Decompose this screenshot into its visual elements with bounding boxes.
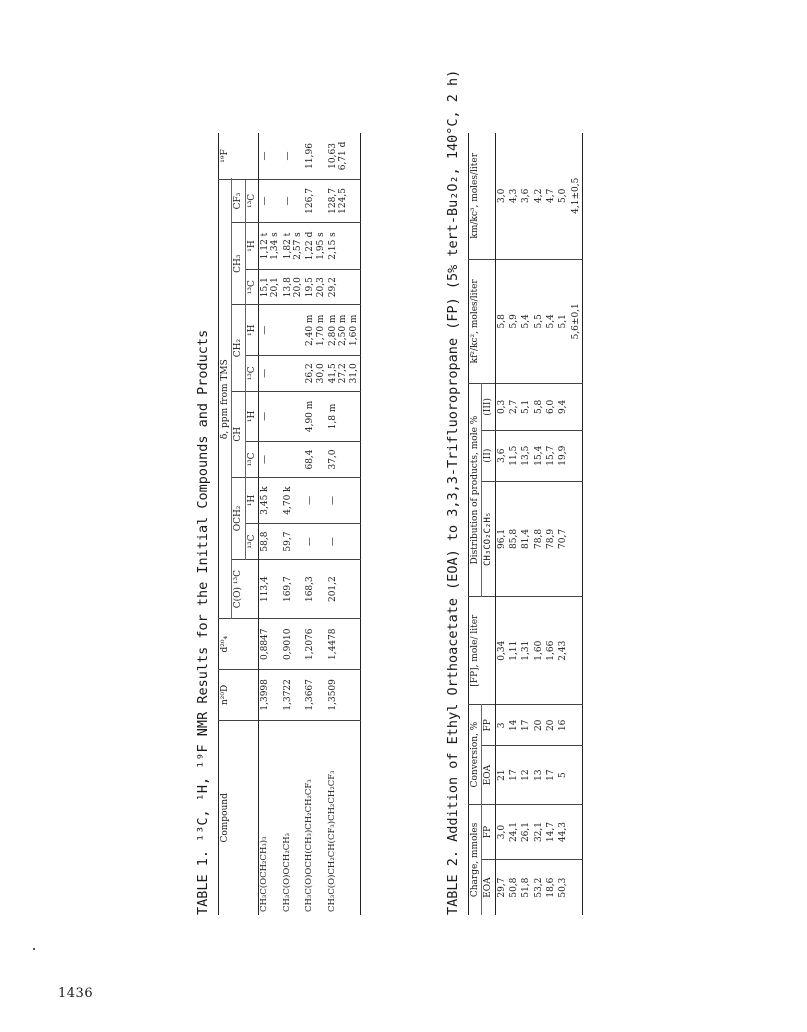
ch_c-cell: — (259, 442, 282, 478)
d4-cell: 1,2076 (304, 619, 327, 670)
cf3_c-cell: 126,7 (304, 179, 327, 222)
fp-cell: 26,1 (520, 804, 532, 859)
table-row (508, 133, 520, 915)
km-cell: 5,0 (557, 133, 569, 259)
col-conversion: Conversion, % (469, 705, 482, 805)
eoa-cell: 51,8 (521, 877, 532, 898)
empty-cell (570, 746, 583, 804)
d2-cell: 15,4 (533, 430, 545, 481)
sub-fp: FP (482, 804, 495, 859)
col-co: C(O) ¹³C (232, 559, 259, 619)
ch_c-cell: 68,4 (304, 442, 327, 478)
sub-prod3: (III) (482, 384, 495, 431)
kt-cell: 5,4 (520, 259, 532, 383)
d3-cell: 6,0 (545, 384, 557, 431)
ch_h-cell (282, 391, 305, 442)
ch_c-cell: 37,0 (327, 442, 361, 478)
cf3_c-cell: — (282, 179, 305, 222)
d4-cell: 1,4478 (327, 619, 361, 670)
cf3_c-cell: — (259, 179, 282, 222)
empty-cell (570, 384, 583, 431)
d4-cell: 0,8847 (259, 619, 282, 670)
d2-cell: 15,7 (545, 430, 557, 481)
d1-cell: 96,1 (495, 481, 508, 596)
col-compound: Compound (219, 720, 259, 915)
d1-cell: 85,8 (508, 481, 520, 596)
eoa-cell: 29,7 (496, 877, 507, 898)
col-d4: d²⁰₄ (219, 619, 259, 670)
empty-cell (570, 597, 583, 705)
sub-eoa: EOA (483, 877, 494, 898)
table2 (468, 133, 583, 915)
sub-h1: ¹H (245, 223, 258, 270)
col-distribution: Distribution of products, mole % (469, 384, 482, 597)
sub-h1: ¹H (245, 305, 258, 356)
d3-cell: 5,8 (533, 384, 545, 431)
compound-cell: CH₃C(OCH₂CH₃)₃ (259, 836, 270, 912)
och2_h-cell: — (327, 477, 361, 524)
sub-c13: ¹³C (245, 269, 258, 305)
co-cell: 201,2 (327, 559, 361, 619)
d4-cell: 0,9010 (282, 619, 305, 670)
ch_h-cell: — (259, 391, 282, 442)
och2_c-cell: 59,7 (282, 524, 305, 560)
km-cell: 4,3 (508, 133, 520, 259)
col-ch2: CH₂ (232, 305, 245, 391)
conv_fp-cell: 14 (508, 705, 520, 746)
och2_h-cell: 4,70 k (282, 477, 305, 524)
km-cell: 3,6 (520, 133, 532, 259)
sub-h1: ¹H (245, 391, 258, 442)
ch3_h-cell: 1,12 t 1,34 s (259, 223, 282, 270)
km-average-cell: 4,1±0,5 (570, 133, 583, 259)
empty-cell (570, 705, 583, 746)
fp-cell: 24,1 (508, 804, 520, 859)
d2-cell: 19,9 (557, 430, 569, 481)
col-charge: Charge, mmoles (469, 804, 482, 915)
och2_h-cell: 3,45 k (259, 477, 282, 524)
ch2_c-cell: — (259, 356, 282, 392)
ch2_c-cell: 26,2 30,0 (304, 356, 327, 392)
col-ch: CH (232, 391, 245, 477)
col-och2: OCH₂ (232, 477, 245, 559)
d1-cell: 78,9 (545, 481, 557, 596)
table-row (520, 133, 532, 915)
col-f19: ¹⁹F (219, 133, 259, 179)
conv_eoa-cell: 17 (508, 746, 520, 804)
d1-cell: 70,7 (557, 481, 569, 596)
co-cell: 169,7 (282, 559, 305, 619)
ch3_h-cell: 2,15 s (327, 223, 361, 270)
table-row (282, 133, 305, 915)
kt-cell: 5,8 (495, 259, 508, 383)
och2_c-cell: — (327, 524, 361, 560)
km-cell: 4,2 (533, 133, 545, 259)
sub-c13: ¹³C (245, 524, 258, 560)
kt-cell: 5,5 (533, 259, 545, 383)
nd-cell: 1,3667 (304, 670, 327, 721)
eoa-cell: 50,3 (558, 877, 569, 898)
table-row (545, 133, 557, 915)
och2_c-cell: — (304, 524, 327, 560)
d3-cell: 2,7 (508, 384, 520, 431)
kt-cell: 5,9 (508, 259, 520, 383)
d2-cell: 13,5 (520, 430, 532, 481)
d2-cell: 3,6 (495, 430, 508, 481)
fp_conc-cell: 1,60 (533, 597, 545, 705)
conv_eoa-cell: 17 (545, 746, 557, 804)
fp_conc-cell: 0,34 (495, 597, 508, 705)
nd-cell: 1,3722 (282, 670, 305, 721)
ch3_c-cell: 19,5 20,3 (304, 269, 327, 305)
table-row (495, 133, 508, 915)
conv_eoa-cell: 12 (520, 746, 532, 804)
sub-h1: ¹H (245, 477, 258, 524)
empty-cell (570, 481, 583, 596)
d2-cell: 11,5 (508, 430, 520, 481)
kt-average-cell: 5,6±0,1 (570, 259, 583, 383)
f19-cell: 11,96 (304, 133, 327, 179)
ch_h-cell: 1,8 m (327, 391, 361, 442)
ch_c-cell (282, 442, 305, 478)
fp-cell: 44,3 (557, 804, 569, 859)
compound-cell: CH₃C(O)OCH(CH₃)CH₂CH₂CF₃ (304, 779, 315, 912)
rotated-content (195, 69, 581, 915)
fp_conc-cell: 1,31 (520, 597, 532, 705)
col-delta: δ, ppm from TMS (219, 179, 232, 619)
fp_conc-cell: 2,43 (557, 597, 569, 705)
conv_fp-cell: 16 (557, 705, 569, 746)
compound-cell: CH₃C(O)CH₂CH(CF₃)CH₂CH₂CF₃ (327, 770, 338, 912)
d3-cell: 5,1 (520, 384, 532, 431)
fp-cell: 32,1 (533, 804, 545, 859)
sub-fp: FP (482, 705, 495, 746)
table1-title: TABLE 1. ¹³C, ¹H, ¹⁹F NMR Results for the Initial Compounds and Products (195, 329, 211, 915)
conv_fp-cell: 3 (495, 705, 508, 746)
empty-cell (570, 860, 583, 915)
col-ch3: CH₃ (232, 223, 245, 306)
stray-mark (33, 948, 35, 950)
ch2_h-cell: 2,40 m 1,70 m (304, 305, 327, 356)
table-row (327, 133, 361, 915)
fp-cell: 14,7 (545, 804, 557, 859)
d3-cell: 0,3 (495, 384, 508, 431)
ch2_c-cell: 41,5 27,2 31,0 (327, 356, 361, 392)
eoa-cell: 50,8 (509, 877, 520, 898)
co-cell: 168,3 (304, 559, 327, 619)
sub-c13: ¹³C (245, 442, 258, 478)
eoa-cell: 18,6 (546, 877, 557, 898)
sub-c13: ¹³C (245, 179, 258, 222)
sub-c13: ¹³C (245, 356, 258, 392)
fp_conc-cell: 1,66 (545, 597, 557, 705)
ch3_c-cell: 29,2 (327, 269, 361, 305)
sub-prod1: CH₃CO₂C₂H₅ (482, 481, 495, 596)
col-nd: n²⁰D (219, 670, 259, 721)
conv_eoa-cell: 5 (557, 746, 569, 804)
table-row (304, 133, 327, 915)
table-row (557, 133, 569, 915)
nd-cell: 1,3509 (327, 670, 361, 721)
conv_fp-cell: 17 (520, 705, 532, 746)
f19-cell: — (282, 133, 305, 179)
col-km: km/kc³, moles/liter (469, 133, 496, 259)
col-fp-conc: [FP], mole/ liter (469, 597, 496, 705)
conv_eoa-cell: 21 (495, 746, 508, 804)
conv_fp-cell: 20 (533, 705, 545, 746)
table1 (218, 133, 361, 915)
nd-cell: 1,3998 (259, 670, 282, 721)
f19-cell: 10,63 6,71 d (327, 133, 361, 179)
sub-eoa: EOA (482, 746, 495, 804)
conv_fp-cell: 20 (545, 705, 557, 746)
fp-cell: 3,0 (495, 804, 508, 859)
col-cf3: CF₃ (232, 179, 245, 222)
ch3_c-cell: 15,1 20,1 (259, 269, 282, 305)
ch2_h-cell (282, 305, 305, 356)
sub-prod2: (II) (482, 430, 495, 481)
ch2_c-cell (282, 356, 305, 392)
fp_conc-cell: 1,11 (508, 597, 520, 705)
ch2_h-cell: 2,80 m 2,50 m 1,60 m (327, 305, 361, 356)
kt-cell: 5,1 (557, 259, 569, 383)
table-row (259, 133, 282, 915)
kt-cell: 5,4 (545, 259, 557, 383)
empty-cell (570, 430, 583, 481)
table2-title: TABLE 2. Addition of Ethyl Orthoacetate (EOA) to 3,3,3-Trifluoropropane (FP) (5% tert-Bu₂O₂, 140°C, 2 h) (445, 69, 461, 915)
conv_eoa-cell: 13 (533, 746, 545, 804)
compound-cell: CH₃C(O)OCH₂CH₃ (281, 832, 292, 912)
empty-cell (570, 804, 583, 859)
eoa-cell: 53,2 (533, 877, 544, 898)
ch_h-cell: 4,90 m (304, 391, 327, 442)
cf3_c-cell: 128,7 124,5 (327, 179, 361, 222)
d3-cell: 9,4 (557, 384, 569, 431)
och2_c-cell: 58,8 (259, 524, 282, 560)
ch2_h-cell: — (259, 305, 282, 356)
col-kt: kf²/kc², moles/liter (469, 259, 496, 383)
km-cell: 3,0 (495, 133, 508, 259)
och2_h-cell: — (304, 477, 327, 524)
d1-cell: 78,8 (533, 481, 545, 596)
d1-cell: 81,4 (520, 481, 532, 596)
table-row (533, 133, 545, 915)
f19-cell: — (259, 133, 282, 179)
ch3_c-cell: 13,8 20,0 (282, 269, 305, 305)
page-number: 1436 (58, 986, 94, 1001)
averages-row (570, 133, 583, 915)
co-cell: 113,4 (259, 559, 282, 619)
ch3_h-cell: 1,82 t 2,57 s (282, 223, 305, 270)
km-cell: 4,7 (545, 133, 557, 259)
ch3_h-cell: 1,22 d 1,95 s (304, 223, 327, 270)
